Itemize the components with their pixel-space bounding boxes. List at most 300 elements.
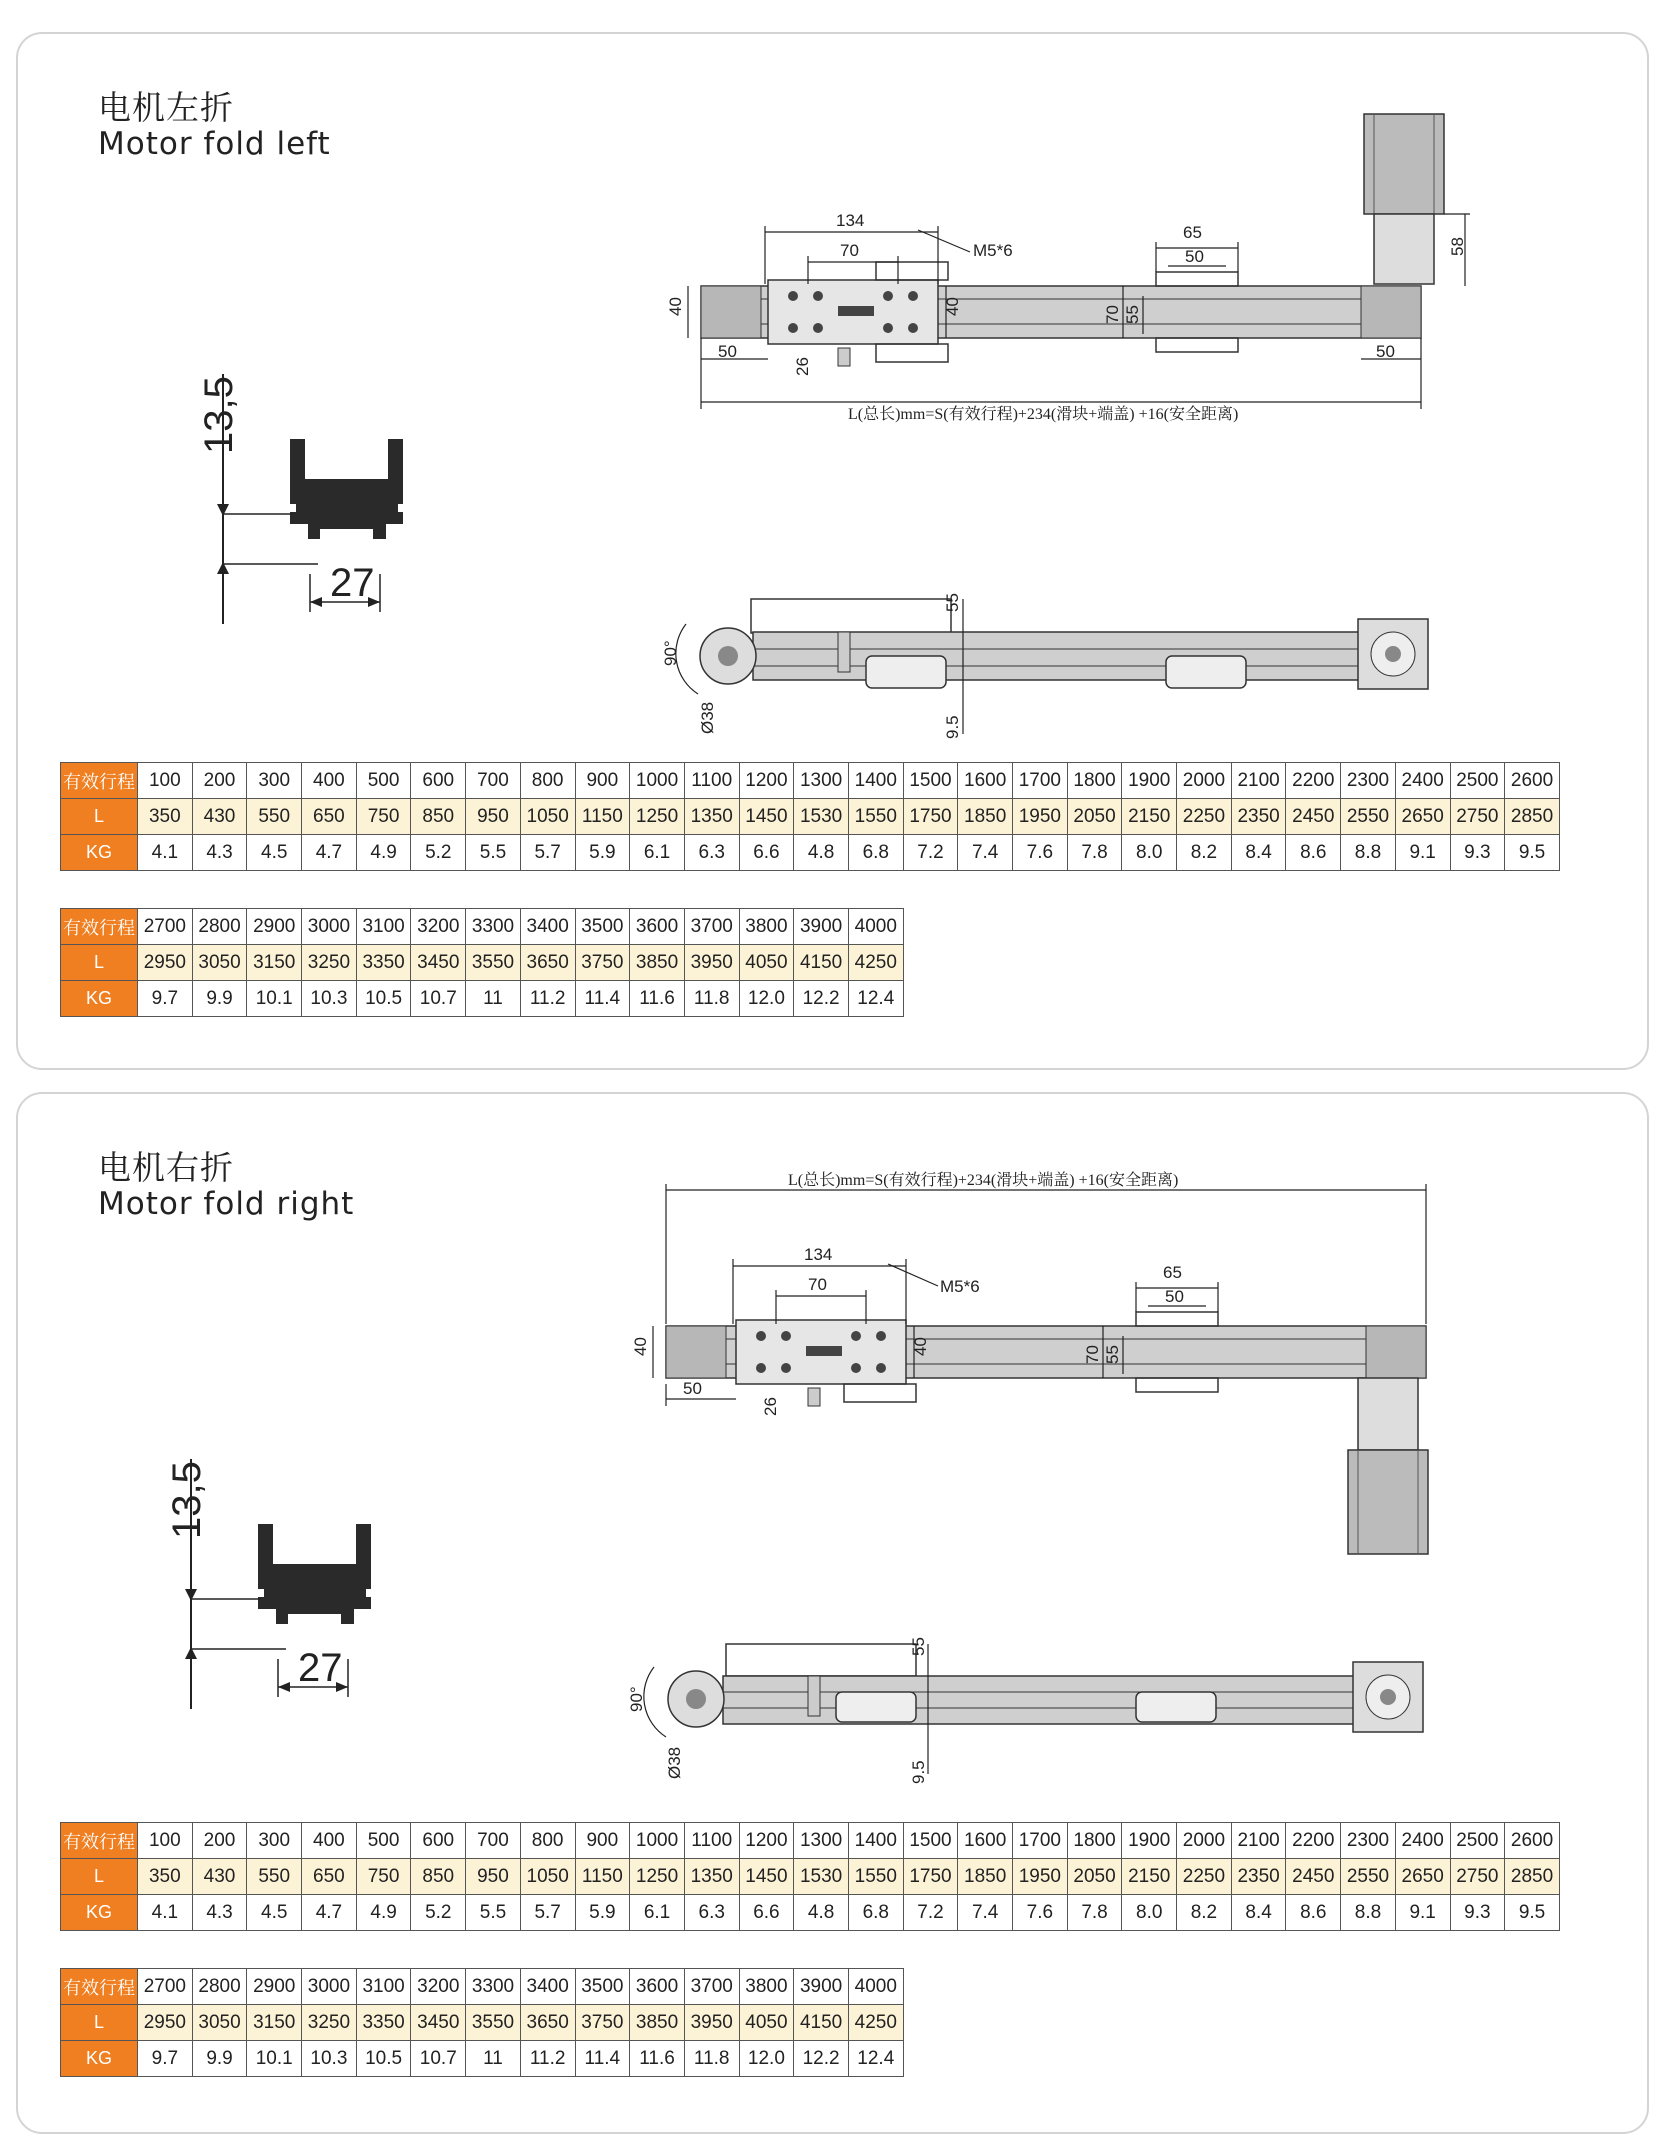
profile-cross-section [165, 1459, 376, 1709]
table-cell: 600 [411, 763, 466, 799]
table-cell: 2850 [1505, 799, 1560, 835]
length-row [61, 945, 904, 981]
table-cell: 3200 [411, 1969, 466, 2005]
table-cell: 430 [192, 1859, 247, 1895]
dim-dia-38: Ø38 [698, 701, 717, 734]
table-cell: 11.4 [575, 981, 630, 1017]
table-cell: 1300 [794, 1823, 849, 1859]
table-cell: 850 [411, 1859, 466, 1895]
dim-dia-38: Ø38 [665, 1746, 684, 1779]
table-cell: 4.7 [302, 1895, 357, 1931]
table-cell: 4.5 [247, 1895, 302, 1931]
table-cell: 3150 [247, 945, 302, 981]
table-cell: 3750 [575, 2005, 630, 2041]
table-cell: 750 [356, 799, 411, 835]
weight-row [61, 835, 1560, 871]
table-cell: 5.9 [575, 1895, 630, 1931]
table-cell: 4.3 [192, 835, 247, 871]
table-cell: 4000 [848, 1969, 903, 2005]
table-cell: 2550 [1341, 1859, 1396, 1895]
table-cell: 3800 [739, 909, 794, 945]
table-cell: 2650 [1395, 799, 1450, 835]
panel-title-cn: 电机右折 [98, 1148, 234, 1187]
dim-40: 40 [666, 297, 685, 316]
table-cell: 8.0 [1122, 1895, 1177, 1931]
table-cell: 4250 [848, 945, 903, 981]
table-cell: 9.1 [1395, 1895, 1450, 1931]
table-cell: 4250 [848, 2005, 903, 2041]
spec-table-2 [60, 908, 904, 1017]
table-cell: 3200 [411, 909, 466, 945]
table-cell: 8.4 [1231, 1895, 1286, 1931]
table-cell: 1550 [848, 799, 903, 835]
table-cell: 650 [302, 799, 357, 835]
spec-table-2 [60, 1968, 904, 2077]
table-cell: 900 [575, 1823, 630, 1859]
table-cell: 900 [575, 763, 630, 799]
table-cell: 6.6 [739, 1895, 794, 1931]
table-cell: 3500 [575, 1969, 630, 2005]
dim-26: 26 [761, 1397, 780, 1416]
weight-row [61, 981, 904, 1017]
dim-m5x6: M5*6 [973, 241, 1013, 260]
table-cell: 1700 [1013, 1823, 1068, 1859]
table-cell: 7.6 [1013, 1895, 1068, 1931]
table-cell: 12.4 [848, 981, 903, 1017]
table-cell: 950 [466, 799, 521, 835]
table-cell: 2450 [1286, 799, 1341, 835]
dim-90-deg: 90° [627, 1686, 646, 1712]
table-cell: 3650 [520, 2005, 575, 2041]
dim-134: 134 [804, 1245, 833, 1264]
table-cell: 3050 [192, 945, 247, 981]
table-cell: 6.3 [684, 1895, 739, 1931]
table-cell: 9.5 [1505, 835, 1560, 871]
table-cell: 3450 [411, 2005, 466, 2041]
table-cell: 3250 [302, 2005, 357, 2041]
table-cell: 300 [247, 1823, 302, 1859]
table-cell: 9.7 [138, 981, 193, 1017]
table-cell: 2150 [1122, 799, 1177, 835]
table-cell: 2600 [1505, 763, 1560, 799]
table-cell: 1250 [630, 1859, 685, 1895]
table-cell: 1750 [903, 1859, 958, 1895]
row-header: 有效行程 [61, 1823, 138, 1859]
side-view [627, 1637, 1423, 1784]
table-cell: 2650 [1395, 1859, 1450, 1895]
dim-27: 27 [330, 561, 375, 605]
table-cell: 11.8 [684, 981, 739, 1017]
stroke-row [61, 763, 1560, 799]
technical-drawing [18, 1094, 1651, 1814]
table-cell: 3600 [630, 1969, 685, 2005]
table-cell: 2600 [1505, 1823, 1560, 1859]
table-cell: 500 [356, 763, 411, 799]
table-cell: 700 [466, 1823, 521, 1859]
dim-9-5: 9.5 [909, 1760, 928, 1784]
table-cell: 10.5 [356, 2041, 411, 2077]
table-cell: 3900 [794, 909, 849, 945]
table-cell: 1500 [903, 763, 958, 799]
table-cell: 950 [466, 1859, 521, 1895]
table-cell: 9.3 [1450, 835, 1505, 871]
table-cell: 1150 [575, 1859, 630, 1895]
length-row [61, 2005, 904, 2041]
panel-title-en: Motor fold right [98, 1186, 355, 1222]
table-cell: 2150 [1122, 1859, 1177, 1895]
table-cell: 6.6 [739, 835, 794, 871]
table-cell: 1300 [794, 763, 849, 799]
table-cell: 1800 [1067, 1823, 1122, 1859]
dim-27: 27 [298, 1646, 343, 1690]
table-cell: 1350 [684, 1859, 739, 1895]
stroke-row [61, 1823, 1560, 1859]
table-cell: 3150 [247, 2005, 302, 2041]
table-cell: 650 [302, 1859, 357, 1895]
table-cell: 3700 [684, 1969, 739, 2005]
table-cell: 3700 [684, 909, 739, 945]
table-cell: 3100 [356, 1969, 411, 2005]
table-cell: 11.2 [520, 2041, 575, 2077]
table-cell: 5.5 [466, 1895, 521, 1931]
table-cell: 2350 [1231, 1859, 1286, 1895]
table-cell: 2700 [138, 1969, 193, 2005]
table-cell: 3550 [466, 945, 521, 981]
table-cell: 8.6 [1286, 1895, 1341, 1931]
table-cell: 2450 [1286, 1859, 1341, 1895]
table-cell: 2300 [1341, 763, 1396, 799]
table-cell: 100 [138, 1823, 193, 1859]
table-cell: 1400 [848, 763, 903, 799]
table-cell: 2050 [1067, 799, 1122, 835]
table-cell: 2700 [138, 909, 193, 945]
row-header: L [61, 2005, 138, 2041]
table-cell: 6.3 [684, 835, 739, 871]
table-cell: 9.5 [1505, 1895, 1560, 1931]
table-cell: 8.8 [1341, 835, 1396, 871]
table-cell: 9.1 [1395, 835, 1450, 871]
table-cell: 11 [466, 981, 521, 1017]
table-cell: 3000 [302, 1969, 357, 2005]
table-cell: 6.1 [630, 1895, 685, 1931]
row-header: L [61, 1859, 138, 1895]
table-cell: 1000 [630, 1823, 685, 1859]
table-cell: 6.8 [848, 835, 903, 871]
table-cell: 7.4 [958, 835, 1013, 871]
table-cell: 2200 [1286, 763, 1341, 799]
table-cell: 4.5 [247, 835, 302, 871]
table-cell: 2400 [1395, 763, 1450, 799]
dim-58: 58 [1448, 237, 1467, 256]
table-cell: 10.7 [411, 981, 466, 1017]
dim-9-5: 9.5 [943, 715, 962, 739]
table-cell: 1700 [1013, 763, 1068, 799]
table-cell: 4150 [794, 945, 849, 981]
dim-50: 50 [1185, 247, 1204, 266]
table-cell: 3450 [411, 945, 466, 981]
table-cell: 600 [411, 1823, 466, 1859]
table-cell: 8.8 [1341, 1895, 1396, 1931]
table-cell: 2550 [1341, 799, 1396, 835]
dim-65: 65 [1163, 1263, 1182, 1282]
table-cell: 8.4 [1231, 835, 1286, 871]
table-cell: 1400 [848, 1823, 903, 1859]
table-cell: 100 [138, 763, 193, 799]
technical-drawing [18, 34, 1651, 754]
table-cell: 10.1 [247, 981, 302, 1017]
table-cell: 4050 [739, 2005, 794, 2041]
table-cell: 3300 [466, 909, 521, 945]
table-cell: 3750 [575, 945, 630, 981]
side-view [661, 593, 1428, 739]
table-cell: 200 [192, 763, 247, 799]
table-cell: 9.9 [192, 981, 247, 1017]
dim-50-right: 50 [1376, 342, 1395, 361]
length-formula: L(总长)mm=S(有效行程)+234(滑块+端盖) +16(安全距离) [788, 1172, 1179, 1189]
table-cell: 1600 [958, 763, 1013, 799]
table-cell: 4.8 [794, 1895, 849, 1931]
panel-title-en: Motor fold left [98, 126, 331, 162]
dim-70: 70 [840, 241, 859, 260]
stroke-row [61, 909, 904, 945]
table-cell: 1150 [575, 799, 630, 835]
dim-70: 70 [808, 1275, 827, 1294]
table-cell: 1250 [630, 799, 685, 835]
table-cell: 9.9 [192, 2041, 247, 2077]
table-cell: 5.7 [520, 835, 575, 871]
table-cell: 2800 [192, 909, 247, 945]
dim-50: 50 [1165, 1287, 1184, 1306]
table-cell: 1850 [958, 799, 1013, 835]
table-cell: 3100 [356, 909, 411, 945]
table-cell: 3350 [356, 945, 411, 981]
table-cell: 9.7 [138, 2041, 193, 2077]
table-cell: 11.6 [630, 981, 685, 1017]
table-cell: 7.6 [1013, 835, 1068, 871]
dim-55: 55 [943, 593, 962, 612]
table-cell: 3000 [302, 909, 357, 945]
table-cell: 7.2 [903, 835, 958, 871]
table-cell: 5.2 [411, 835, 466, 871]
table-cell: 4.9 [356, 1895, 411, 1931]
table-cell: 800 [520, 1823, 575, 1859]
table-cell: 1000 [630, 763, 685, 799]
table-cell: 1950 [1013, 1859, 1068, 1895]
dim-70-vertical: 70 [1103, 305, 1122, 324]
table-cell: 4050 [739, 945, 794, 981]
top-view [631, 1171, 1428, 1554]
table-cell: 500 [356, 1823, 411, 1859]
table-cell: 200 [192, 1823, 247, 1859]
table-cell: 3650 [520, 945, 575, 981]
table-cell: 11.4 [575, 2041, 630, 2077]
table-cell: 11.6 [630, 2041, 685, 2077]
table-cell: 350 [138, 1859, 193, 1895]
table-cell: 400 [302, 1823, 357, 1859]
table-cell: 5.9 [575, 835, 630, 871]
table-cell: 2900 [247, 909, 302, 945]
dim-26: 26 [793, 357, 812, 376]
panel-motor-fold-right [16, 1092, 1649, 2134]
table-cell: 1350 [684, 799, 739, 835]
table-cell: 2100 [1231, 1823, 1286, 1859]
dim-55: 55 [909, 1637, 928, 1656]
table-cell: 4.1 [138, 835, 193, 871]
table-cell: 1100 [684, 1823, 739, 1859]
table-cell: 3500 [575, 909, 630, 945]
table-cell: 1050 [520, 799, 575, 835]
table-cell: 3850 [630, 945, 685, 981]
spec-table-1 [60, 1822, 1560, 1931]
table-cell: 12.0 [739, 981, 794, 1017]
table-cell: 7.8 [1067, 835, 1122, 871]
row-header: KG [61, 981, 138, 1017]
row-header: L [61, 945, 138, 981]
table-cell: 800 [520, 763, 575, 799]
table-cell: 2100 [1231, 763, 1286, 799]
table-cell: 1850 [958, 1859, 1013, 1895]
table-cell: 1100 [684, 763, 739, 799]
table-cell: 1500 [903, 1823, 958, 1859]
table-cell: 5.5 [466, 835, 521, 871]
table-cell: 1800 [1067, 763, 1122, 799]
table-cell: 850 [411, 799, 466, 835]
table-cell: 750 [356, 1859, 411, 1895]
length-formula: L(总长)mm=S(有效行程)+234(滑块+端盖) +16(安全距离) [848, 406, 1239, 423]
dim-50-left: 50 [718, 342, 737, 361]
table-cell: 2250 [1177, 1859, 1232, 1895]
table-cell: 3550 [466, 2005, 521, 2041]
dim-40: 40 [631, 1337, 650, 1356]
table-cell: 2350 [1231, 799, 1286, 835]
table-cell: 10.3 [302, 2041, 357, 2077]
table-cell: 7.8 [1067, 1895, 1122, 1931]
table-cell: 1530 [794, 1859, 849, 1895]
table-cell: 2250 [1177, 799, 1232, 835]
dim-40b: 40 [911, 1337, 930, 1356]
table-cell: 3950 [684, 2005, 739, 2041]
table-cell: 1550 [848, 1859, 903, 1895]
table-cell: 5.2 [411, 1895, 466, 1931]
table-cell: 3800 [739, 1969, 794, 2005]
table-cell: 3850 [630, 2005, 685, 2041]
panel-title-cn: 电机左折 [98, 88, 234, 127]
table-cell: 7.2 [903, 1895, 958, 1931]
table-cell: 4150 [794, 2005, 849, 2041]
table-cell: 11.2 [520, 981, 575, 1017]
weight-row [61, 2041, 904, 2077]
row-header: KG [61, 2041, 138, 2077]
table-cell: 4.7 [302, 835, 357, 871]
table-cell: 4.1 [138, 1895, 193, 1931]
table-cell: 8.2 [1177, 1895, 1232, 1931]
length-row [61, 1859, 1560, 1895]
table-cell: 10.5 [356, 981, 411, 1017]
table-cell: 2500 [1450, 1823, 1505, 1859]
table-cell: 1530 [794, 799, 849, 835]
weight-row [61, 1895, 1560, 1931]
panel-motor-fold-left [16, 32, 1649, 1070]
table-cell: 2800 [192, 1969, 247, 2005]
table-cell: 2850 [1505, 1859, 1560, 1895]
row-header: L [61, 799, 138, 835]
table-cell: 3400 [520, 909, 575, 945]
table-cell: 2300 [1341, 1823, 1396, 1859]
table-cell: 1900 [1122, 763, 1177, 799]
dim-55-vertical: 55 [1103, 1345, 1122, 1364]
table-cell: 2200 [1286, 1823, 1341, 1859]
dim-40b: 40 [943, 297, 962, 316]
table-cell: 3300 [466, 1969, 521, 2005]
table-cell: 12.2 [794, 981, 849, 1017]
table-cell: 10.1 [247, 2041, 302, 2077]
table-cell: 4.3 [192, 1895, 247, 1931]
table-cell: 3350 [356, 2005, 411, 2041]
table-cell: 11.8 [684, 2041, 739, 2077]
table-cell: 3950 [684, 945, 739, 981]
table-cell: 550 [247, 1859, 302, 1895]
profile-cross-section [197, 374, 408, 624]
row-header: 有效行程 [61, 763, 138, 799]
top-view [666, 114, 1470, 423]
dim-50-left: 50 [683, 1379, 702, 1398]
table-cell: 10.3 [302, 981, 357, 1017]
dim-55-vertical: 55 [1123, 305, 1142, 324]
dim-134: 134 [836, 211, 865, 230]
table-cell: 1200 [739, 763, 794, 799]
dim-90-deg: 90° [661, 640, 680, 666]
table-cell: 2400 [1395, 1823, 1450, 1859]
table-cell: 1950 [1013, 799, 1068, 835]
table-cell: 700 [466, 763, 521, 799]
table-cell: 300 [247, 763, 302, 799]
row-header: KG [61, 1895, 138, 1931]
table-cell: 8.0 [1122, 835, 1177, 871]
table-cell: 4.9 [356, 835, 411, 871]
table-cell: 6.1 [630, 835, 685, 871]
dim-m5x6: M5*6 [940, 1277, 980, 1296]
table-cell: 6.8 [848, 1895, 903, 1931]
table-cell: 7.4 [958, 1895, 1013, 1931]
table-cell: 1450 [739, 1859, 794, 1895]
table-cell: 2950 [138, 945, 193, 981]
table-cell: 2050 [1067, 1859, 1122, 1895]
dim-70-vertical: 70 [1083, 1345, 1102, 1364]
row-header: 有效行程 [61, 909, 138, 945]
table-cell: 11 [466, 2041, 521, 2077]
table-cell: 5.7 [520, 1895, 575, 1931]
table-cell: 1450 [739, 799, 794, 835]
table-cell: 12.2 [794, 2041, 849, 2077]
table-cell: 400 [302, 763, 357, 799]
table-cell: 8.6 [1286, 835, 1341, 871]
row-header: KG [61, 835, 138, 871]
table-cell: 2500 [1450, 763, 1505, 799]
table-cell: 3050 [192, 2005, 247, 2041]
row-header: 有效行程 [61, 1969, 138, 2005]
spec-table-1 [60, 762, 1560, 871]
table-cell: 9.3 [1450, 1895, 1505, 1931]
table-cell: 3600 [630, 909, 685, 945]
table-cell: 550 [247, 799, 302, 835]
table-cell: 8.2 [1177, 835, 1232, 871]
table-cell: 3400 [520, 1969, 575, 2005]
table-cell: 430 [192, 799, 247, 835]
table-cell: 2900 [247, 1969, 302, 2005]
table-cell: 1750 [903, 799, 958, 835]
table-cell: 12.0 [739, 2041, 794, 2077]
table-cell: 10.7 [411, 2041, 466, 2077]
